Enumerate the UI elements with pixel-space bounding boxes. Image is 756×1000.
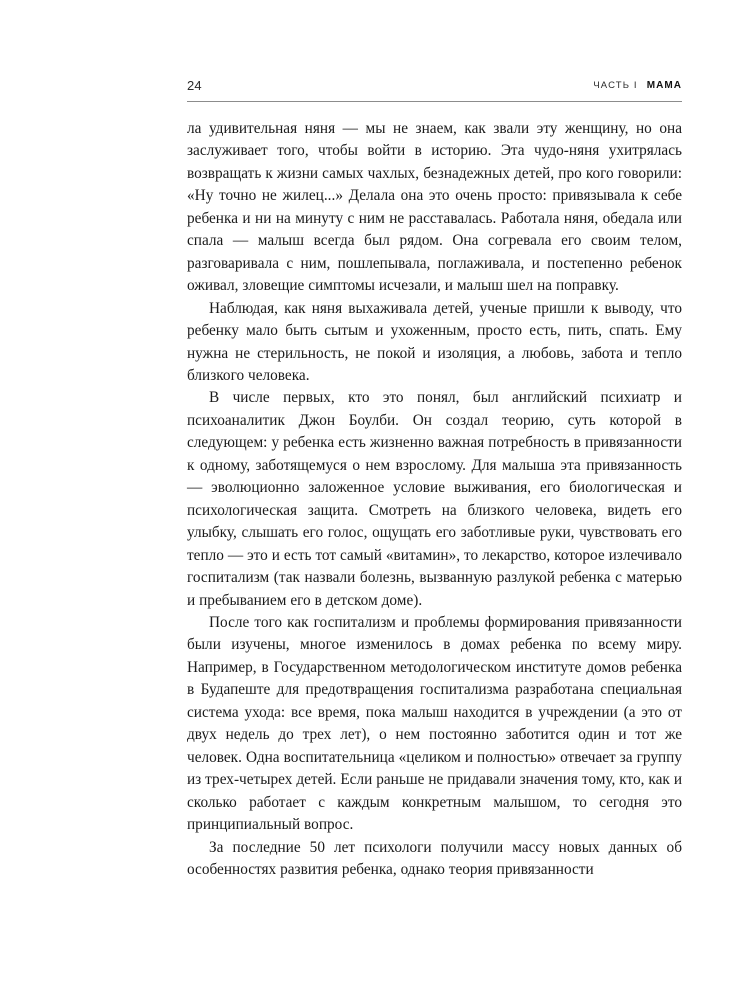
- book-title: МАМА: [646, 80, 682, 91]
- running-head-right: [593, 80, 682, 92]
- paragraph: Наблюдая, как няня выхаживала детей, ученые пришли к выводу, что ребенку мало быть сытым и ухоженным, просто есть, пить, спать. Ему нужна не стерильность, не покой и изоляция, а любовь, забота и тепло близкого человека.: [187, 299, 682, 384]
- part-label: ЧАСТЬ I: [593, 80, 638, 91]
- paragraph: В числе первых, кто это понял, был английский психиатр и психоаналитик Джон Боулби. Он создал теорию, суть которой в следующем: у ребенка есть жизненно важная потребность в привязанности к одному, заботящемуся о нем взрослому. Для малыша эта привязанность — эволюционно заложенное условие выживания, его биологическая и психологическая защита. Смотреть на близкого человека, видеть его улыбку, слышать его голос, ощущать его заботливые руки, чувствовать его тепло — это и есть тот самый «витамин», то лекарство, которое излечивало госпитализм (так назвали болезнь, вызванную разлукой ребенка с матерью и пребыванием его в детском доме).: [187, 389, 682, 609]
- running-head: [187, 76, 682, 96]
- paragraph: После того как госпитализм и проблемы формирования привязанности были изучены, многое изменилось в домах ребенка по всему миру. Например, в Государственном методологическом институте домов ребенка в Будапеште для предотвращения госпитализма разработана специальная система ухода: все время, пока малыш находится в учреждении (а это от двух недель до трех лет), о нем постоянно заботится один и тот же человек. Одна воспитательница «целиком и полностью» отвечает за группу из трех-четырех детей. Если раньше не придавали значения тому, кто, как и сколько работает с каждым конкретным малышом, то сегодня это принципиальный вопрос.: [187, 613, 682, 834]
- paragraph: За последние 50 лет психологи получили массу новых данных об особенностях развития ребенка, однако теория привязанности: [187, 838, 682, 878]
- paragraph: ла удивительная няня — мы не знаем, как звали эту женщину, но она заслуживает того, чтобы войти в историю. Эта чудо-няня ухитрялась возвращать к жизни самых чахлых, безнадежных детей, про кого говорили: «Ну точно не жилец...» Делала она это очень просто: привязывала к себе ребенка и ни на минуту с ним не расставалась. Работала няня, обедала или спала — малыш всегда был рядом. Она согревала его своим телом, разговаривала с ним, пошлепывала, поглаживала, и постепенно ребенок оживал, зловещие симптомы исчезали, и малыш шел на поправку.: [187, 120, 682, 295]
- body-text-column: [187, 118, 682, 881]
- header-divider: [187, 101, 682, 102]
- page-number: 24: [187, 78, 202, 93]
